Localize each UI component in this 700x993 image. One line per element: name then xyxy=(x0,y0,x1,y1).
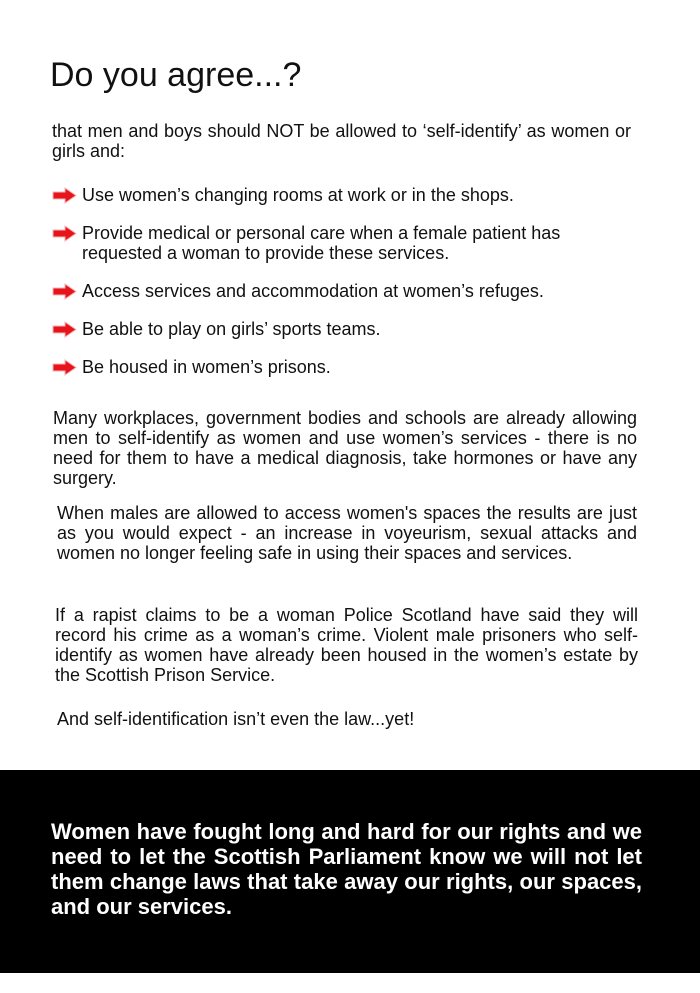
bullet-text: Be able to play on girls’ sports teams. xyxy=(82,319,381,339)
red-arrow-icon xyxy=(52,187,77,204)
bullet-text: Provide medical or personal care when a female patient has requested a woman to provide these services. xyxy=(82,223,561,263)
red-arrow-icon xyxy=(52,225,77,242)
bullet-text: Access services and accommodation at women’s refuges. xyxy=(82,281,544,301)
red-arrow-icon xyxy=(52,359,77,376)
list-item xyxy=(52,223,632,263)
call-to-action-banner xyxy=(0,770,700,973)
page-title: Do you agree...? xyxy=(50,56,302,94)
paragraph-police-prison: If a rapist claims to be a woman Police Scotland have said they will record his crime as a woman’s crime. Violent male prisoners who self-identify as women have already been housed in the women’s estate by the Scottish Prison Service. xyxy=(55,605,638,685)
paragraph-workplaces: Many workplaces, government bodies and schools are already allowing men to self-identify as women and use women’s services - there is no need for them to have a medical diagnosis, take hormones or have any surgery. xyxy=(53,408,637,488)
list-item xyxy=(52,185,632,205)
list-item xyxy=(52,357,632,377)
bullet-list xyxy=(52,185,632,377)
intro-text: that men and boys should NOT be allowed to ‘self-identify’ as women or girls and: xyxy=(52,121,631,161)
bullet-text: Be housed in women’s prisons. xyxy=(82,357,331,377)
banner-text: Women have fought long and hard for our rights and we need to let the Scottish Parliament know we will not let them change laws that take away our rights, our spaces, and our services. xyxy=(51,819,642,919)
list-item xyxy=(52,281,632,301)
bullet-text: Use women’s changing rooms at work or in the shops. xyxy=(82,185,514,205)
red-arrow-icon xyxy=(52,283,77,300)
list-item xyxy=(52,319,632,339)
red-arrow-icon xyxy=(52,321,77,338)
paragraph-consequences: When males are allowed to access women's spaces the results are just as you would expect - an increase in voyeurism, sexual attacks and women no longer feeling safe in using their spaces and services. xyxy=(57,503,637,563)
paragraph-not-law-yet: And self-identification isn’t even the law...yet! xyxy=(57,709,415,729)
